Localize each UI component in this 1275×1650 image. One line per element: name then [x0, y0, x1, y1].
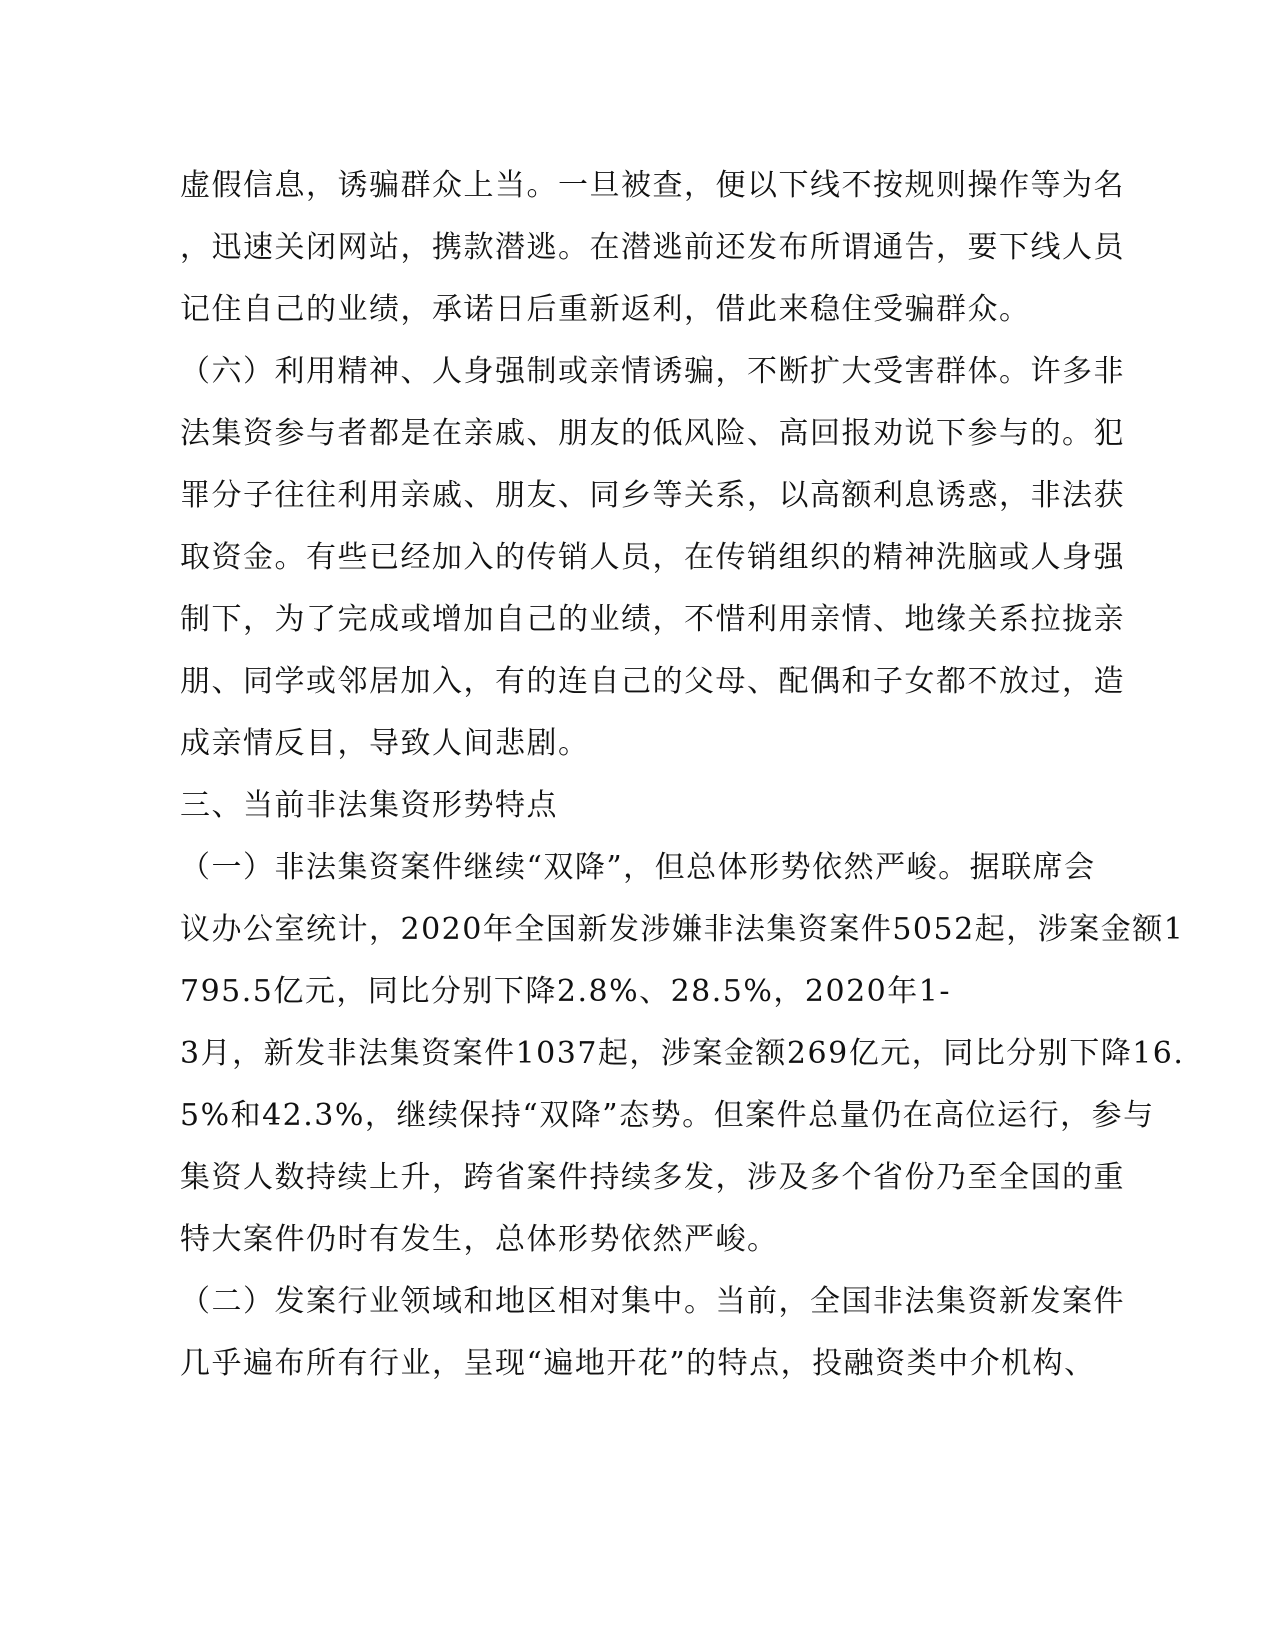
text-line: （六）利用精神、人身强制或亲情诱骗，不断扩大受害群体。许多非	[180, 354, 1125, 389]
text-line: 虚假信息，诱骗群众上当。一旦被查，便以下线不按规则操作等为名	[180, 168, 1125, 203]
text-line: （一）非法集资案件继续“双降”，但总体形势依然严峻。据联席会	[180, 850, 1096, 885]
text-line: 朋、同学或邻居加入，有的连自己的父母、配偶和子女都不放过，造	[180, 664, 1125, 699]
document-body	[180, 160, 1185, 1400]
text-line: 5%和42.3%，继续保持“双降”态势。但案件总量仍在高位运行，参与	[180, 1098, 1155, 1133]
text-line: ，迅速关闭网站，携款潜逃。在潜逃前还发布所谓通告，要下线人员	[180, 230, 1125, 265]
text-line: 3月，新发非法集资案件1037起，涉案金额269亿元，同比分别下降16.	[180, 1036, 1185, 1071]
text-line: 几乎遍布所有行业，呈现“遍地开花”的特点，投融资类中介机构、	[180, 1346, 1096, 1381]
text-line: 取资金。有些已经加入的传销人员，在传销组织的精神洗脑或人身强	[180, 540, 1125, 575]
text-line: 议办公室统计，2020年全国新发涉嫌非法集资案件5052起，涉案金额1	[180, 912, 1185, 947]
text-line: 成亲情反目，导致人间悲剧。	[180, 726, 590, 761]
text-line: 特大案件仍时有发生，总体形势依然严峻。	[180, 1222, 779, 1257]
text-line: （二）发案行业领域和地区相对集中。当前，全国非法集资新发案件	[180, 1284, 1125, 1319]
text-line: 记住自己的业绩，承诺日后重新返利，借此来稳住受骗群众。	[180, 292, 1031, 327]
text-line: 集资人数持续上升，跨省案件持续多发，涉及多个省份乃至全国的重	[180, 1160, 1125, 1195]
section-heading: 三、当前非法集资形势特点	[180, 788, 558, 823]
text-line: 罪分子往往利用亲戚、朋友、同乡等关系，以高额利息诱惑，非法获	[180, 478, 1125, 513]
text-line: 制下，为了完成或增加自己的业绩，不惜利用亲情、地缘关系拉拢亲	[180, 602, 1125, 637]
text-line: 法集资参与者都是在亲戚、朋友的低风险、高回报劝说下参与的。犯	[180, 416, 1125, 451]
text-line: 795.5亿元，同比分别下降2.8%、28.5%，2020年1-	[180, 974, 951, 1009]
